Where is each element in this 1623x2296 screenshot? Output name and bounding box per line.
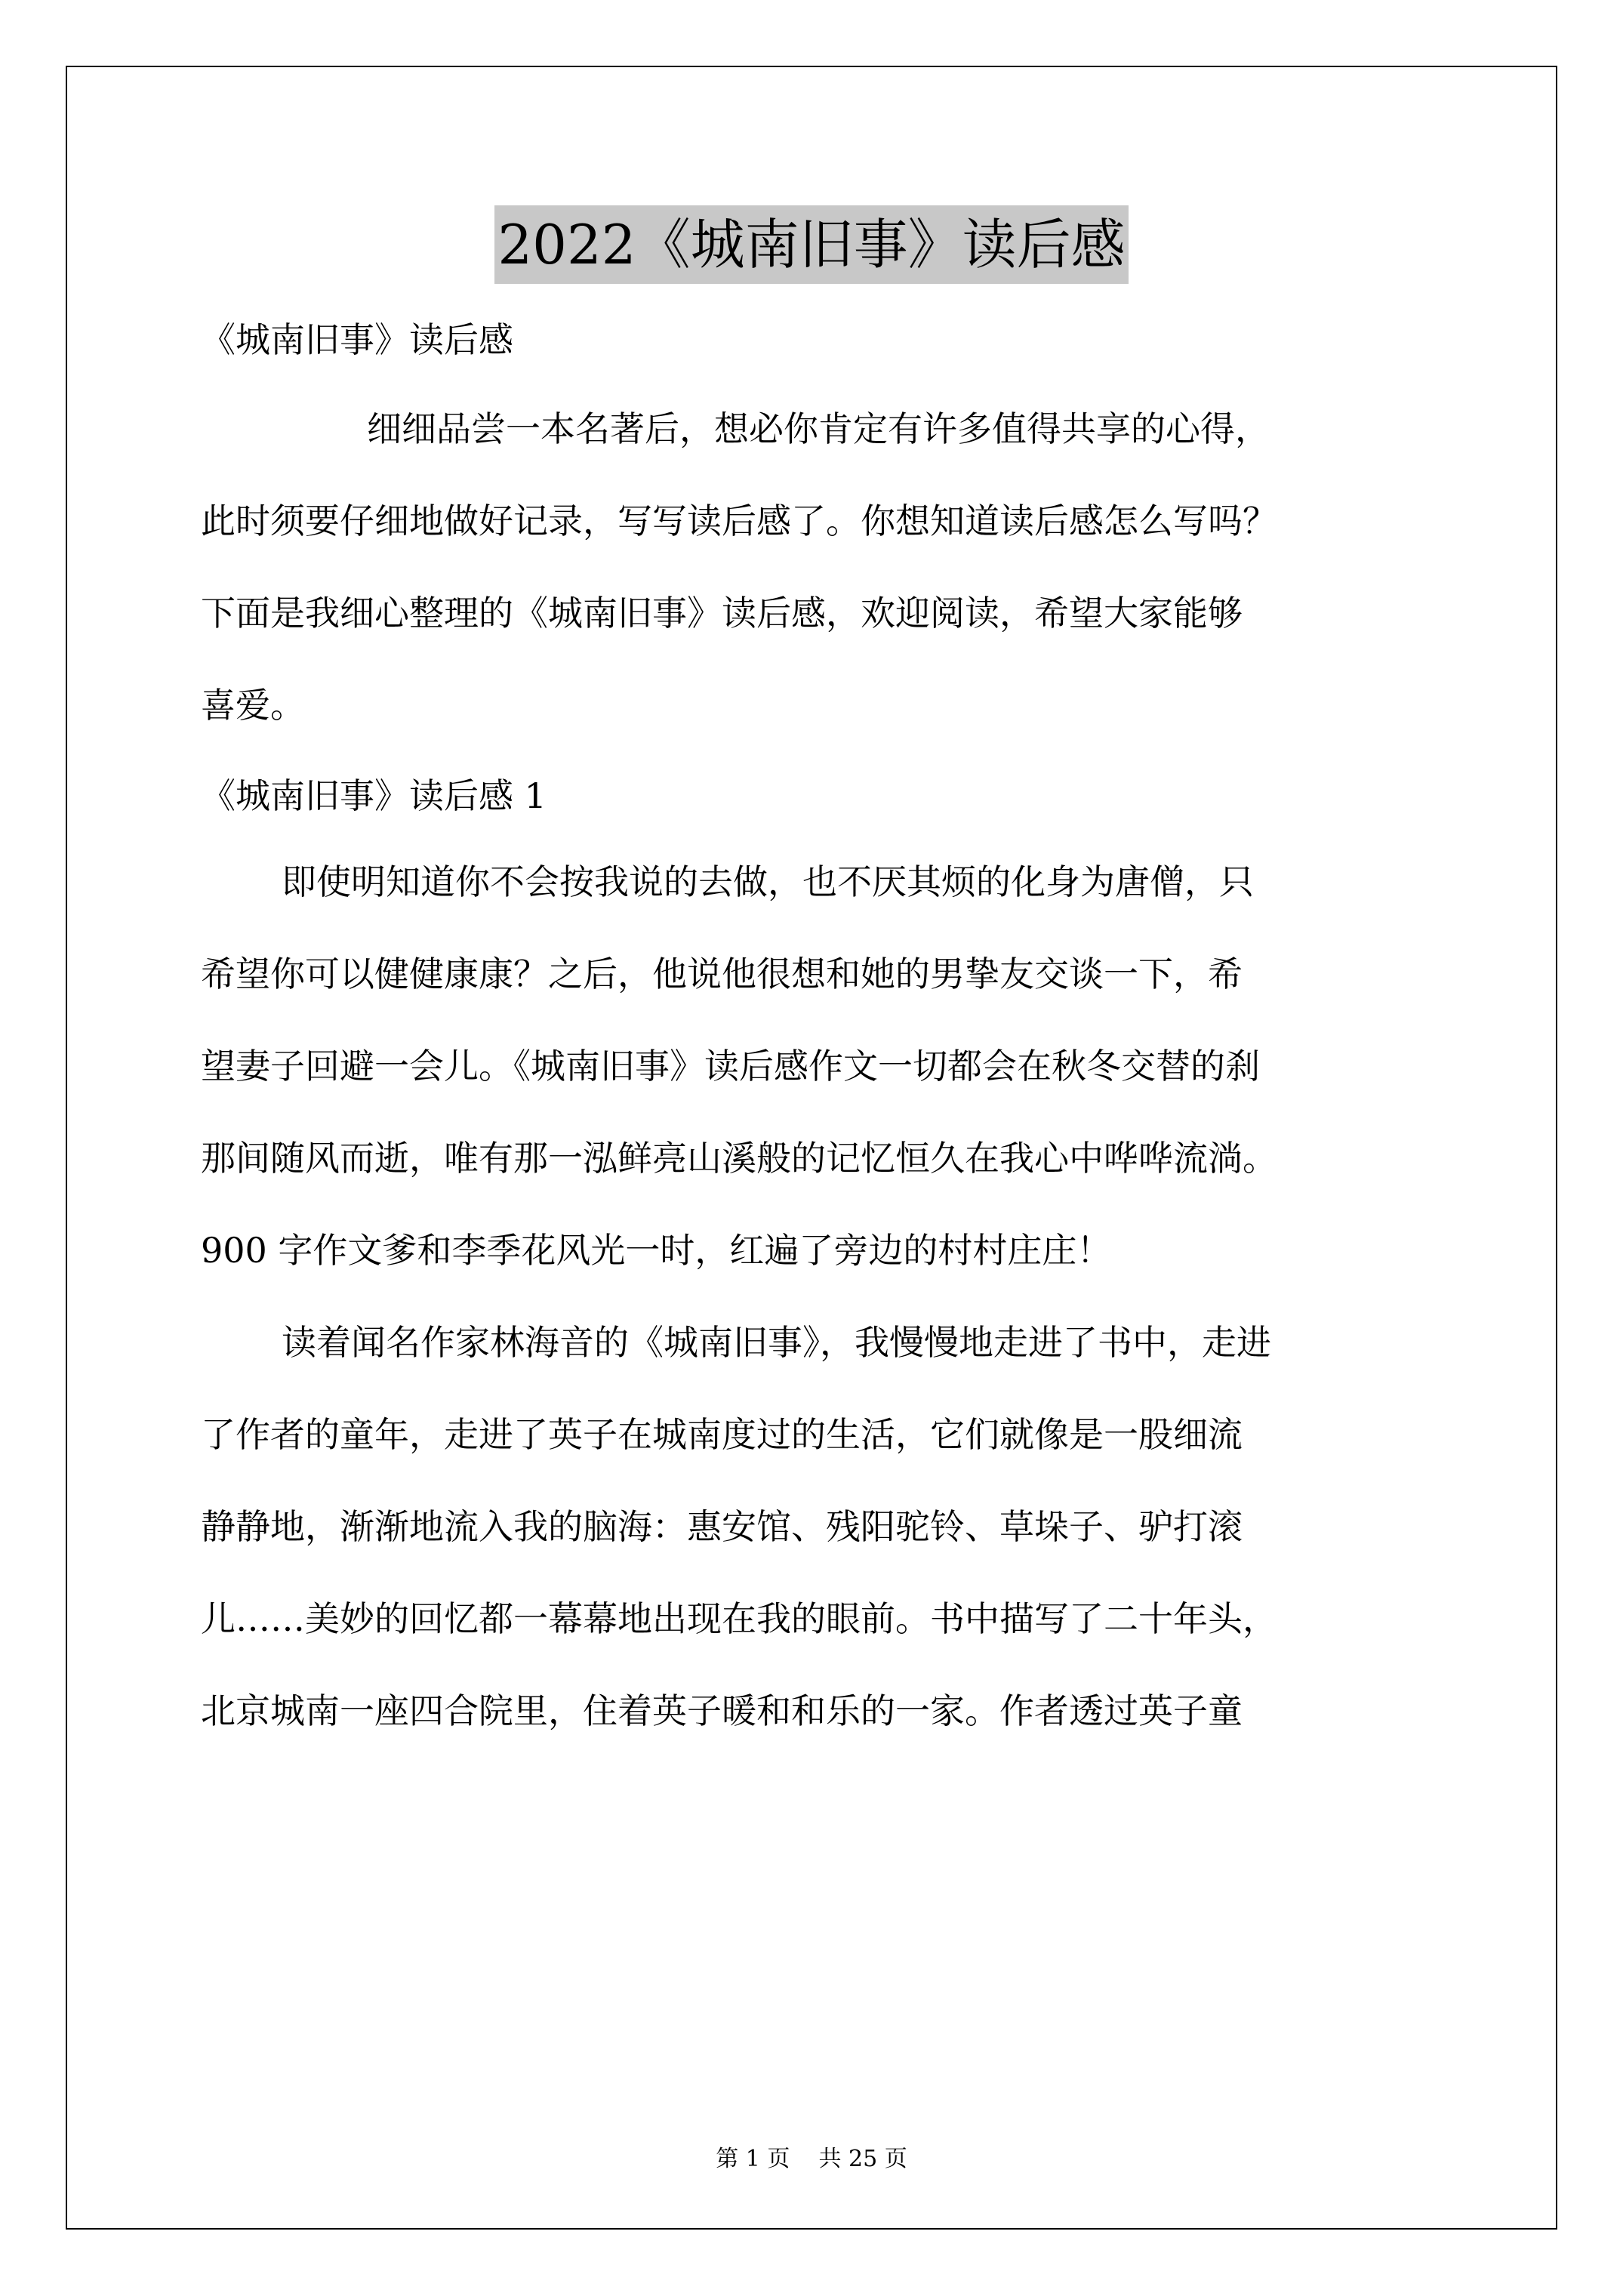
page-footer [0,2144,1623,2174]
title-container [0,205,1623,284]
paragraph-line: 900 字作文爹和李季花风光一时，红遍了旁边的村村庄庄！ [201,1230,1112,1271]
paragraph-line: 即使明知道你不会按我说的去做，也不厌其烦的化身为唐僧，只 [282,861,1254,902]
paragraph-line: 细细品尝一本名著后，想必你肯定有许多值得共享的心得， [367,408,1270,449]
paragraph-line: 静静地，渐渐地流入我的脑海：惠安馆、残阳驼铃、草垛子、驴打滚 [201,1506,1243,1547]
document-title: 2022《城南旧事》读后感 [494,205,1128,284]
subtitle-line: 《城南旧事》读后感 [201,319,513,360]
paragraph-line: 北京城南一座四合院里，住着英子暖和和乐的一家。作者透过英子童 [201,1690,1243,1731]
paragraph-line: 那间随风而逝，唯有那一泓鲜亮山溪般的记忆恒久在我心中哗哗流淌。 [201,1138,1277,1179]
page-number: 第 1 页 共 25 页 [716,2146,907,2172]
paragraph-line: 希望你可以健健康康？之后，他说他很想和她的男挚友交谈一下，希 [201,954,1243,994]
paragraph-line: 了作者的童年，走进了英子在城南度过的生活，它们就像是一股细流 [201,1414,1243,1455]
paragraph-line: 望妻子回避一会儿。《城南旧事》读后感作文一切都会在秋冬交替的刹 [201,1046,1260,1086]
paragraph-line: 下面是我细心整理的《城南旧事》读后感，欢迎阅读，希望大家能够 [201,593,1243,633]
paragraph-line: 此时须要仔细地做好记录，写写读后感了。你想知道读后感怎么写吗？ [201,501,1277,541]
paragraph-line: 喜爱。 [201,685,305,726]
section-heading: 《城南旧事》读后感 1 [201,775,547,816]
paragraph-line: 读着闻名作家林海音的《城南旧事》，我慢慢地走进了书中，走进 [282,1322,1271,1363]
paragraph-line: 儿……美妙的回忆都一幕幕地出现在我的眼前。书中描写了二十年头， [201,1598,1277,1639]
